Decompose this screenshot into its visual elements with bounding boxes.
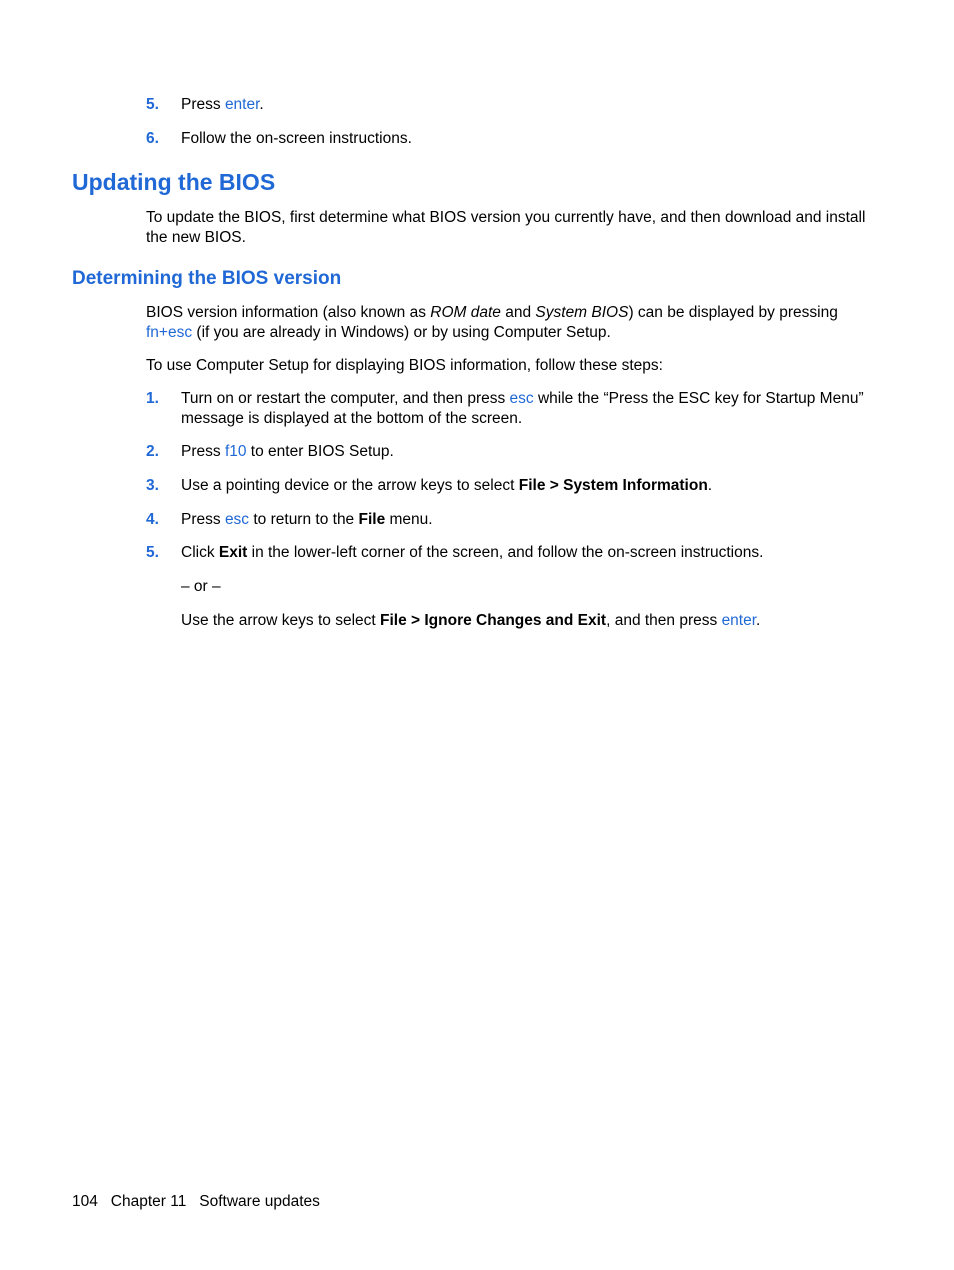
system-bios-term: System BIOS xyxy=(535,304,629,321)
key-esc: esc xyxy=(509,390,534,407)
step-number: 6. xyxy=(146,130,159,147)
steps-intro: To use Computer Setup for displaying BIOS information, follow these steps: xyxy=(146,357,663,374)
text-part: . xyxy=(756,612,761,629)
or-separator: – or – xyxy=(181,578,221,595)
key-enter: enter xyxy=(721,612,757,629)
text-part: . xyxy=(707,477,713,494)
menu-path: File > Ignore Changes and Exit xyxy=(380,612,607,629)
text-part: ) can be displayed by pressing xyxy=(628,304,838,321)
rom-date-term: ROM date xyxy=(430,304,501,321)
step-number: 3. xyxy=(146,477,159,494)
menu-name: File xyxy=(358,511,386,528)
step-text xyxy=(181,476,876,496)
step-text xyxy=(181,611,876,631)
step-text xyxy=(181,442,876,462)
text-part: BIOS version information (also known as xyxy=(146,304,431,321)
step-text xyxy=(181,510,876,530)
text-part: Click xyxy=(181,544,219,561)
key-esc: esc xyxy=(224,511,250,528)
chapter-label: Chapter 11 xyxy=(110,1193,187,1210)
step-text xyxy=(181,95,876,115)
step-number: 1. xyxy=(146,390,159,407)
step-text: Follow the on-screen instructions. xyxy=(181,130,412,147)
bios-version-paragraph xyxy=(146,303,876,342)
text-part: , and then press xyxy=(606,612,722,629)
section-title: Updating the BIOS xyxy=(72,169,276,195)
step-text-part: . xyxy=(259,96,264,113)
text-part: and xyxy=(500,304,536,321)
text-part: to return to the xyxy=(249,511,359,528)
key-f10: f10 xyxy=(224,443,247,460)
text-part: Use the arrow keys to select xyxy=(181,612,380,629)
subsection-title: Determining the BIOS version xyxy=(72,268,342,289)
text-part: in the lower-left corner of the screen, and follow the on-screen instructions. xyxy=(247,544,764,561)
text-part: Turn on or restart the computer, and then press xyxy=(181,390,510,407)
step-number: 5. xyxy=(146,96,159,113)
step-number: 4. xyxy=(146,511,159,528)
text-part: to enter BIOS Setup. xyxy=(246,443,394,460)
step-text xyxy=(181,543,876,563)
text-part: Press xyxy=(181,511,225,528)
step-number: 5. xyxy=(146,544,159,561)
text-part: menu. xyxy=(385,511,433,528)
text-part: Press xyxy=(181,443,225,460)
text-part: (if you are already in Windows) or by using Computer Setup. xyxy=(192,323,611,341)
page-number: 104 xyxy=(72,1193,98,1210)
section-intro: To update the BIOS, first determine what BIOS version you currently have, and then download and install the new BIOS. xyxy=(146,209,866,246)
key-enter: enter xyxy=(224,96,260,113)
step-text-part: Press xyxy=(181,96,225,113)
step-number: 2. xyxy=(146,443,159,460)
chapter-title: Software updates xyxy=(199,1193,320,1210)
menu-path: File > System Information xyxy=(518,477,708,494)
key-fn-esc: fn+esc xyxy=(146,323,193,341)
text-part: Use a pointing device or the arrow keys to select xyxy=(181,477,519,494)
text-part: while the “Press the ESC key for Startup Menu” message is displayed at the bottom of the screen. xyxy=(181,390,864,427)
page-footer xyxy=(72,1192,320,1212)
exit-label: Exit xyxy=(218,544,248,561)
step-text xyxy=(181,389,876,429)
